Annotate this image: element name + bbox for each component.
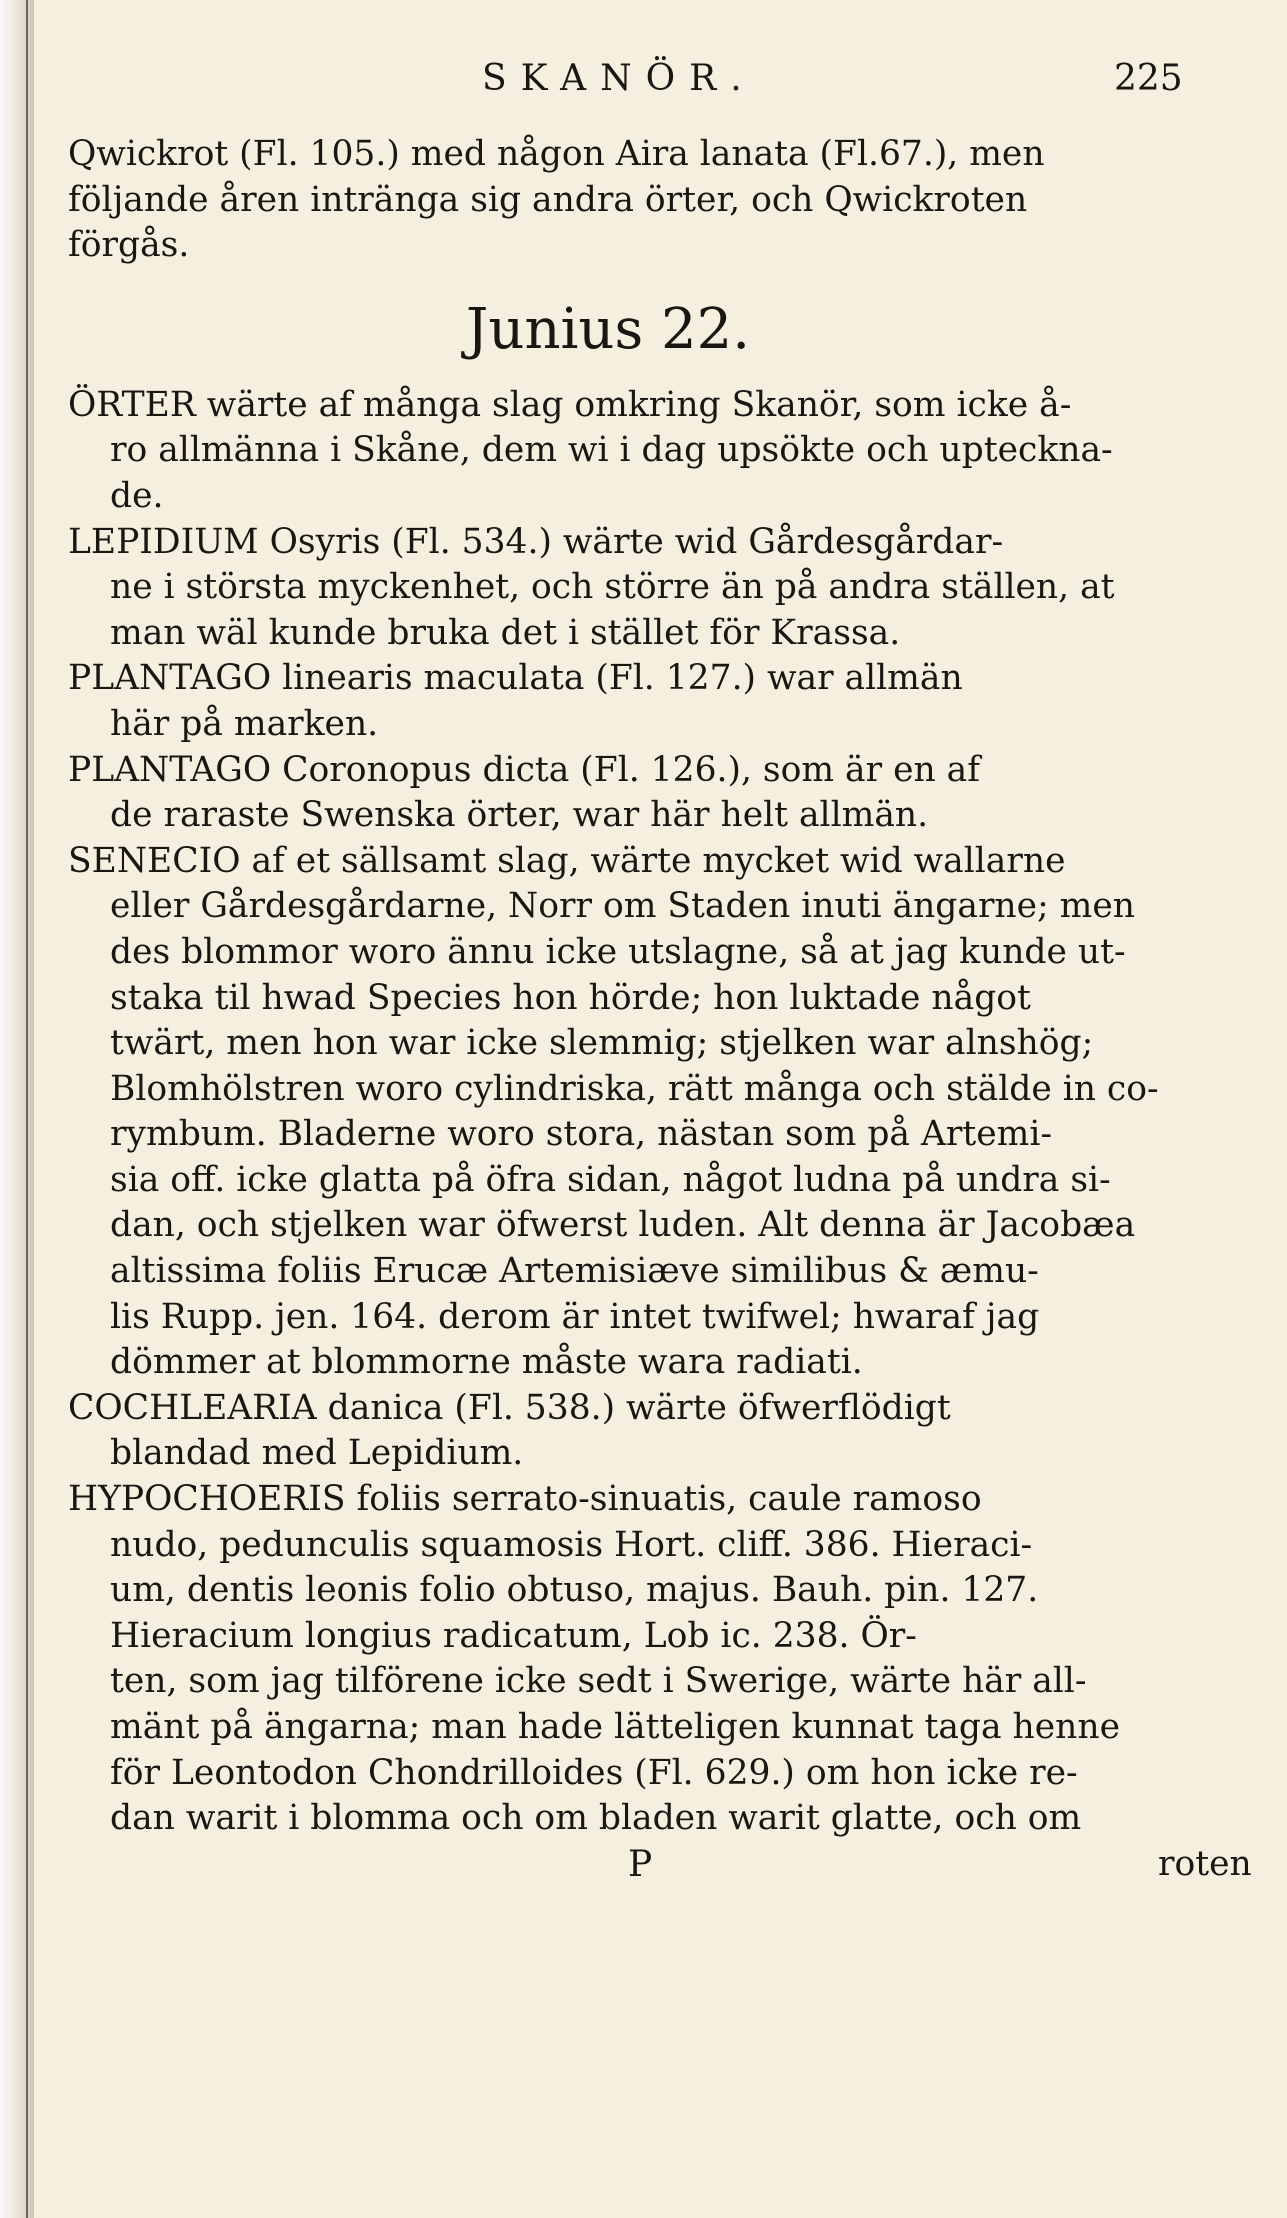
text-line: för Leontodon Chondrilloides (Fl. 629.) om hon icke re- bbox=[110, 1752, 1078, 1793]
text-line: de. bbox=[110, 475, 164, 516]
page-header bbox=[34, 58, 1287, 108]
text-line: Hieracium longius radicatum, Lob ic. 238. Ör- bbox=[110, 1615, 917, 1656]
entry-first-line: SENECIO af et sällsamt slag, wärte mycket wid wallarne bbox=[68, 840, 1066, 881]
entry-first-line: PLANTAGO Coronopus dicta (Fl. 126.), som är en af bbox=[68, 749, 981, 790]
text-line: förgås. bbox=[68, 225, 190, 266]
book-spine-margin bbox=[0, 0, 34, 2218]
spine-edge-line bbox=[26, 0, 28, 2218]
text-line: Qwickrot (Fl. 105.) med någon Aira lanata (Fl.67.), men bbox=[68, 134, 1045, 174]
text-line: dan warit i blomma och om bladen warit glatte, och om bbox=[110, 1798, 1082, 1839]
text-line: altissima foliis Erucæ Artemisiæve similibus & æmu- bbox=[110, 1251, 1039, 1292]
text-line: ro allmänna i Skåne, dem wi i dag upsökte och upteckna- bbox=[110, 430, 1113, 471]
entry-first-line: PLANTAGO linearis maculata (Fl. 127.) war allmän bbox=[68, 658, 963, 699]
text-line: ne i största myckenhet, och större än på andra ställen, at bbox=[110, 567, 1115, 608]
page-number: 225 bbox=[1114, 58, 1183, 99]
text-line: blandad med Lepidium. bbox=[110, 1433, 524, 1474]
signature-mark: P bbox=[628, 1843, 653, 1885]
entry-first-line: LEPIDIUM Osyris (Fl. 534.) wärte wid Gårdesgårdar- bbox=[68, 521, 1004, 562]
text-line: um, dentis leonis folio obtuso, majus. Bauh. pin. 127. bbox=[110, 1570, 1039, 1611]
catchword: roten bbox=[1158, 1843, 1252, 1884]
text-line: ten, som jag tilförene icke sedt i Swerige, wärte här all- bbox=[110, 1661, 1087, 1702]
page-body bbox=[68, 132, 1252, 1887]
text-line: de raraste Swenska örter, war här helt allmän. bbox=[110, 795, 929, 836]
text-line: rymbum. Bladerne woro stora, nästan som på Artemi- bbox=[110, 1114, 1053, 1155]
text-line: dan, och stjelken war öfwerst luden. Alt denna är Jacobæa bbox=[110, 1205, 1136, 1246]
entry-plantago-coronopus bbox=[68, 748, 1228, 839]
text-line: dömmer at blommorne måste wara radiati. bbox=[110, 1342, 863, 1383]
entry-first-line: COCHLEARIA danica (Fl. 538.) wärte öfwerflödigt bbox=[68, 1387, 951, 1428]
text-line: lis Rupp. jen. 164. derom är intet twifwel; hwaraf jag bbox=[110, 1296, 1040, 1337]
section-heading: Junius 22. bbox=[465, 296, 751, 362]
entry-cochlearia bbox=[68, 1386, 1228, 1477]
entry-lepidium bbox=[68, 520, 1228, 657]
text-line: följande åren intränga sig andra örter, och Qwickroten bbox=[68, 179, 1028, 220]
text-line: sia off. icke glatta på öfra sidan, något ludna på undra si- bbox=[110, 1159, 1111, 1200]
text-line: twärt, men hon war icke slemmig; stjelken war alnshög; bbox=[110, 1023, 1094, 1064]
text-line: Blomhölstren woro cylindriska, rätt många och stälde in co- bbox=[110, 1068, 1159, 1109]
opening-paragraph bbox=[68, 132, 1228, 269]
entry-first-line: ÖRTER wärte af många slag omkring Skanör, som icke å- bbox=[68, 384, 1072, 425]
book-page bbox=[34, 0, 1287, 2218]
page-footer bbox=[68, 1842, 1252, 1888]
entry-orter bbox=[68, 383, 1228, 520]
entry-hypochoeris bbox=[68, 1477, 1228, 1842]
text-line: nudo, pedunculis squamosis Hort. cliff. 386. Hieraci- bbox=[110, 1524, 1033, 1565]
text-line: des blommor woro ännu icke utslagne, så at jag kunde ut- bbox=[110, 931, 1126, 972]
text-line: mänt på ängarna; man hade lätteligen kunnat taga henne bbox=[110, 1707, 1121, 1747]
text-line: staka til hwad Species hon hörde; hon luktade något bbox=[110, 977, 1031, 1018]
entry-plantago-linearis bbox=[68, 656, 1228, 747]
text-line: här på marken. bbox=[110, 703, 379, 744]
text-line: man wäl kunde bruka det i stället för Krassa. bbox=[110, 612, 901, 653]
running-title: SKANÖR. bbox=[482, 58, 756, 99]
entry-first-line: HYPOCHOERIS foliis serrato-sinuatis, caule ramoso bbox=[68, 1479, 982, 1520]
entry-senecio bbox=[68, 839, 1228, 1386]
text-line: eller Gårdesgårdarne, Norr om Staden inuti ängarne; men bbox=[110, 886, 1136, 927]
